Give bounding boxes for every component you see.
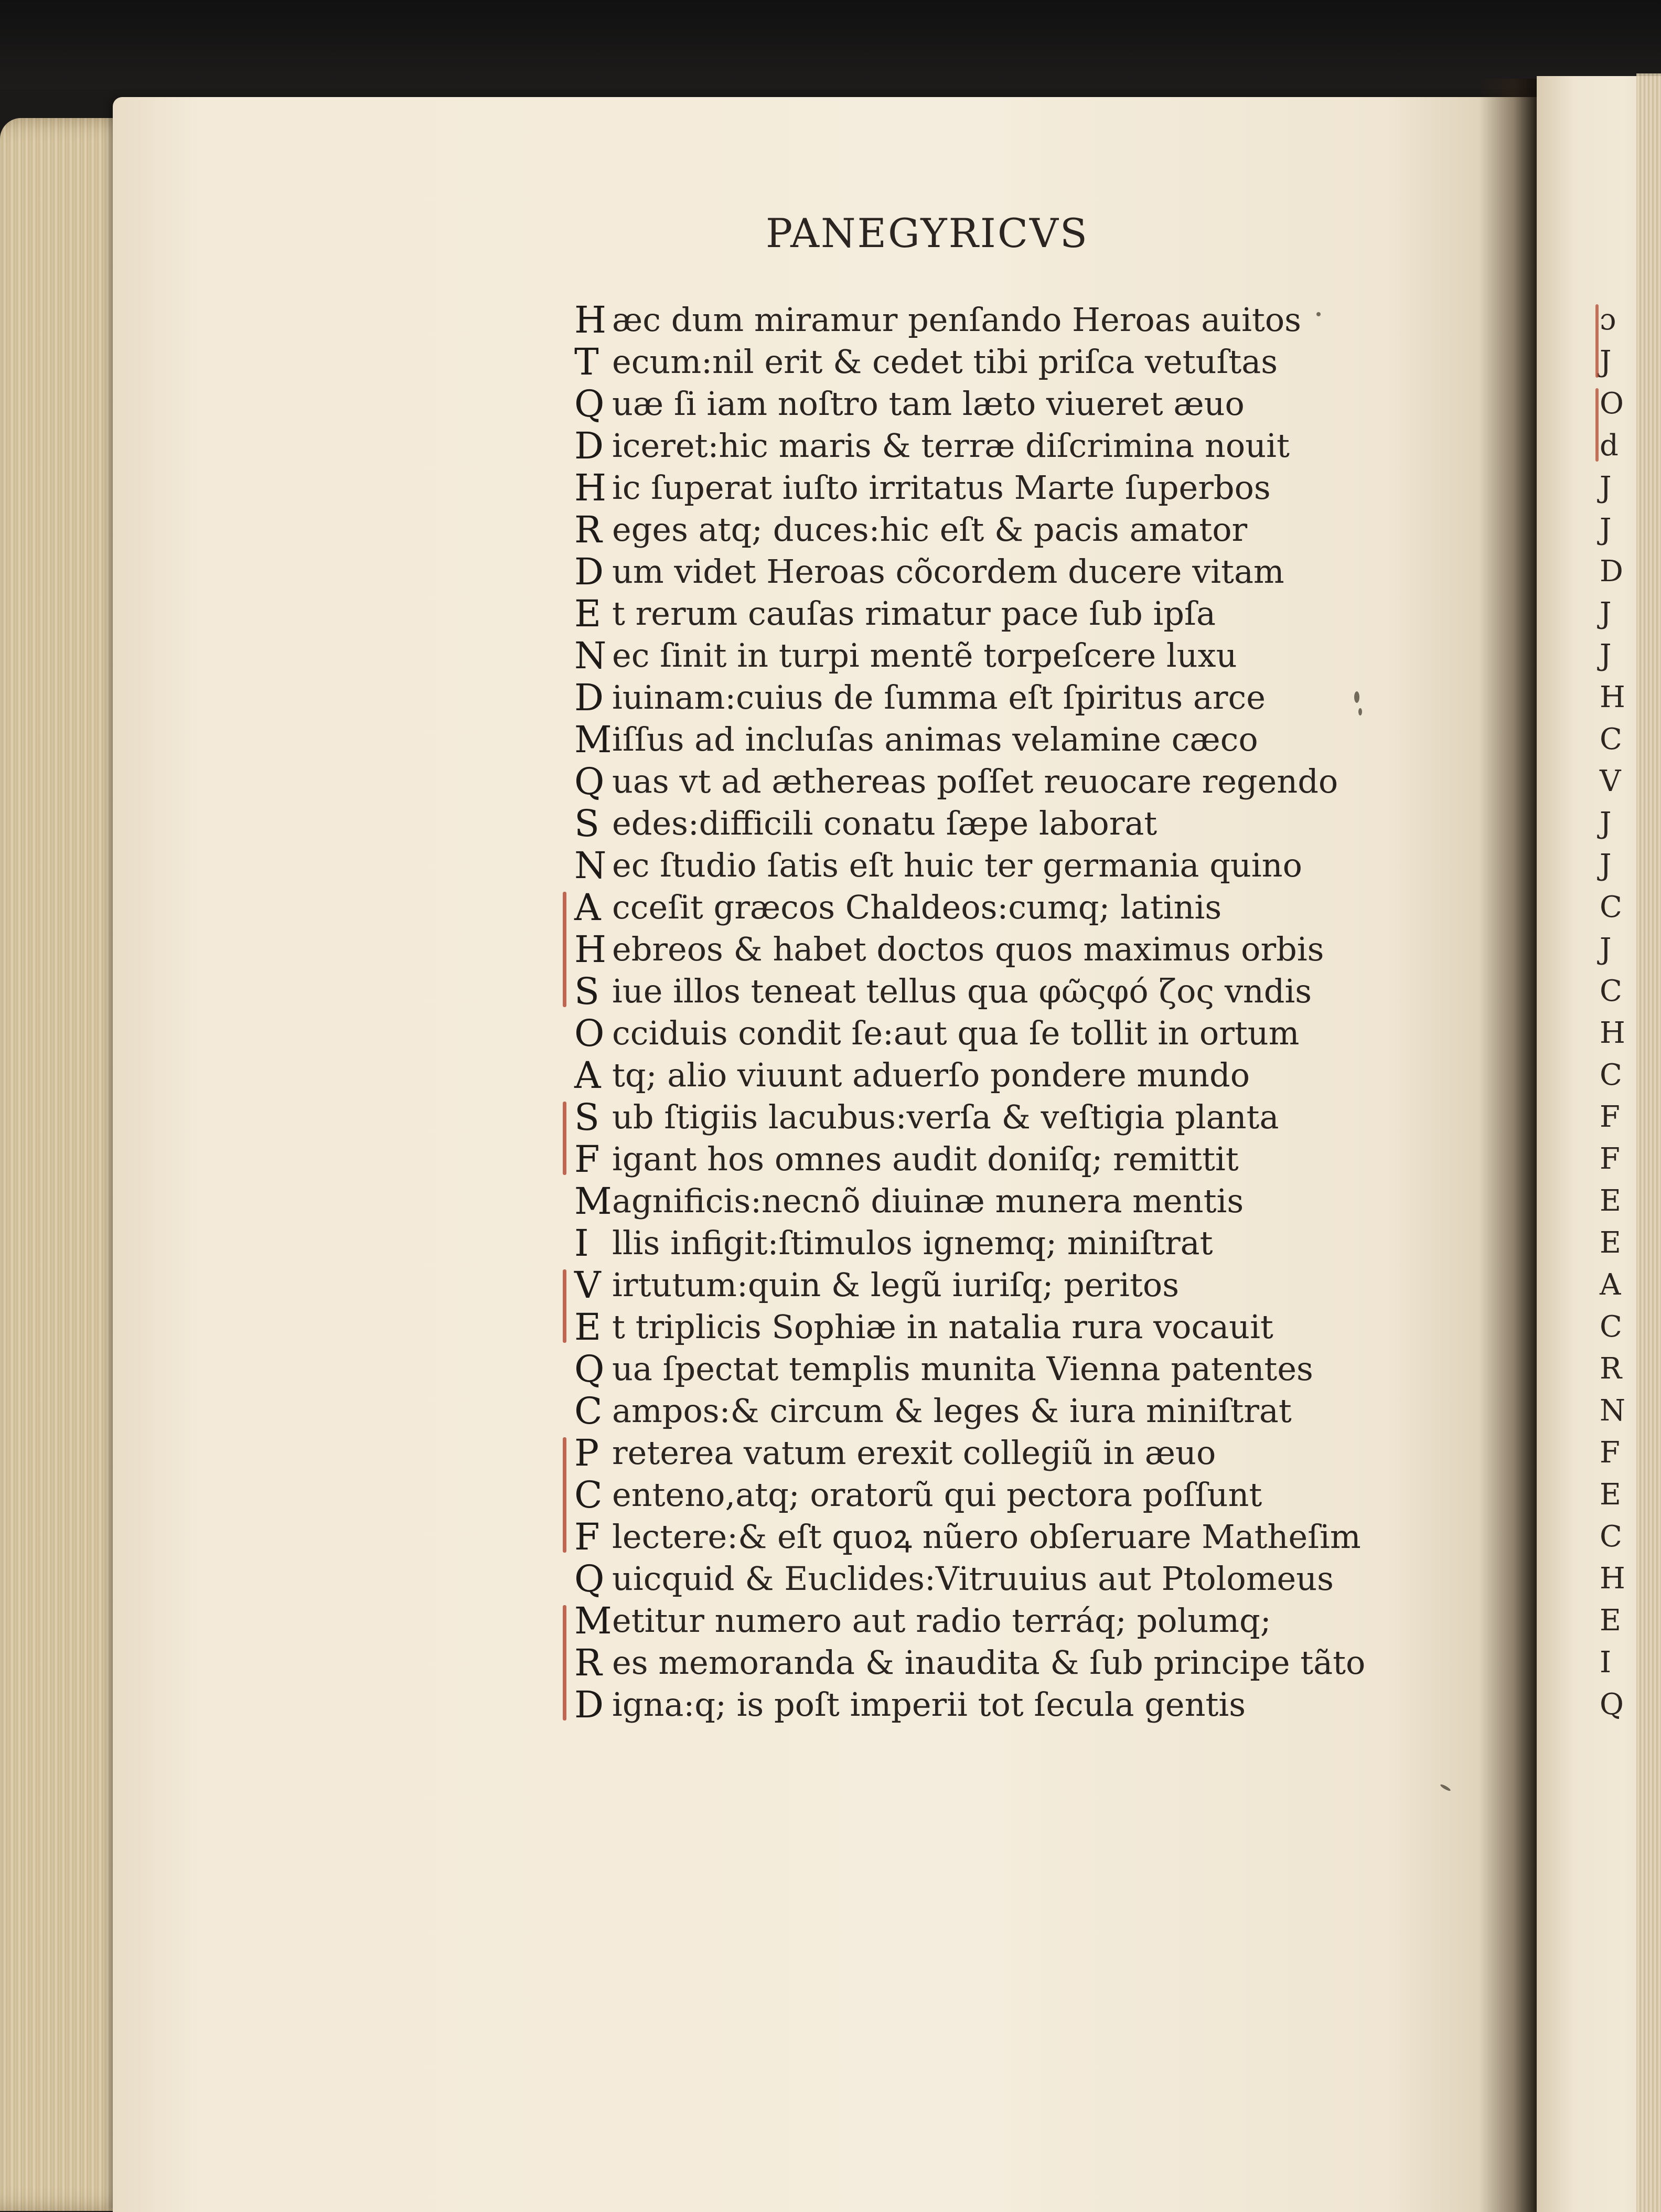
facing-page-initial: C xyxy=(1600,1520,1622,1554)
line-text: t triplicis Sophiæ in natalia rura vocauit xyxy=(612,1308,1273,1346)
line-text: edes:difficili conatu ſæpe laborat xyxy=(612,804,1158,842)
verse-line xyxy=(574,886,1392,928)
verse-line xyxy=(574,425,1392,467)
line-initial: I xyxy=(574,1222,589,1265)
facing-page-initial: J xyxy=(1600,596,1612,631)
verse-line xyxy=(574,1222,1392,1264)
line-initial: E xyxy=(574,1306,602,1349)
verse-line xyxy=(574,1306,1392,1348)
rubric-stroke xyxy=(1595,304,1599,378)
line-text: llis infigit:ſtimulos ignemq; miniſtrat xyxy=(612,1224,1213,1262)
verse-line xyxy=(574,677,1392,719)
ink-speck xyxy=(1354,691,1359,703)
line-text: enteno,atq; oratorũ qui pectora poſſunt xyxy=(612,1476,1262,1514)
facing-page-initial: A xyxy=(1600,1268,1621,1302)
line-initial: H xyxy=(574,298,607,341)
facing-page-initial: J xyxy=(1600,848,1612,882)
line-initial: R xyxy=(574,508,602,551)
line-initial: Q xyxy=(574,1348,605,1391)
verse-line xyxy=(574,341,1392,383)
facing-page-initial: I xyxy=(1600,1645,1612,1680)
line-initial: F xyxy=(574,1138,600,1181)
line-initial: Q xyxy=(574,760,605,803)
verse-line xyxy=(574,1096,1392,1138)
line-initial: R xyxy=(574,1641,602,1684)
verse-line xyxy=(574,467,1392,509)
verse-line xyxy=(574,719,1392,761)
verse-line xyxy=(574,635,1392,677)
line-initial: H xyxy=(574,928,607,971)
rubric-stroke xyxy=(563,1269,566,1343)
facing-page-initial: J xyxy=(1600,638,1612,672)
facing-page-initial: N xyxy=(1600,1394,1625,1428)
rubric-stroke xyxy=(563,892,566,1007)
line-text: ec ſtudio ſatis eſt huic ter germania quino xyxy=(612,846,1302,884)
facing-page-initial: C xyxy=(1600,722,1622,756)
line-text: reterea vatum erexit collegiũ in æuo xyxy=(612,1434,1216,1472)
verse-line xyxy=(574,1180,1392,1222)
facing-page-initial: H xyxy=(1600,680,1625,714)
facing-page-initial: E xyxy=(1600,1604,1621,1638)
facing-page-initial: J xyxy=(1600,806,1612,840)
rubric-stroke xyxy=(563,1437,566,1553)
verse-line xyxy=(574,970,1392,1012)
line-text: ecum:nil erit & cedet tibi priſca vetuſtas xyxy=(612,343,1278,381)
line-text: irtutum:quin & legũ iuriſq; peritos xyxy=(612,1266,1180,1304)
verse-line xyxy=(574,761,1392,803)
line-initial: O xyxy=(574,1012,605,1055)
facing-page-initial: V xyxy=(1600,764,1621,798)
line-text: igna:q; is poſt imperii tot ſecula gentis xyxy=(612,1685,1246,1724)
line-initial: C xyxy=(574,1473,603,1516)
line-initial: N xyxy=(574,634,607,677)
line-initial: A xyxy=(574,886,601,929)
line-text: tq; alio viuunt aduerſo pondere mundo xyxy=(612,1056,1250,1094)
line-initial: D xyxy=(574,550,604,593)
facing-page-initial: J xyxy=(1600,345,1612,379)
line-initial: A xyxy=(574,1054,601,1097)
verse-line xyxy=(574,1516,1392,1558)
rubric-stroke xyxy=(563,1605,566,1721)
page-edges-right xyxy=(1636,73,1661,2212)
ink-speck xyxy=(1316,312,1321,316)
line-text: iceret:hic maris & terræ diſcrimina nouit xyxy=(612,426,1290,465)
verse-line xyxy=(574,1390,1392,1432)
facing-page-initial: E xyxy=(1600,1226,1621,1260)
verse-line xyxy=(574,1474,1392,1516)
facing-page-initial: C xyxy=(1600,1310,1622,1344)
verse-line xyxy=(574,803,1392,845)
line-text: ub ſtigiis lacubus:verſa & veſtigia planta xyxy=(612,1098,1279,1136)
line-text: ua ſpectat templis munita Vienna patentes xyxy=(612,1350,1313,1388)
facing-page-initial: C xyxy=(1600,974,1622,1008)
line-initial: M xyxy=(574,1599,612,1642)
line-initial: F xyxy=(574,1515,600,1558)
line-initial: H xyxy=(574,466,607,509)
verse-line xyxy=(574,383,1392,425)
line-text: æc dum miramur penſando Heroas auitos xyxy=(612,301,1301,339)
verse-line xyxy=(574,1600,1392,1642)
facing-page-initial: H xyxy=(1600,1016,1625,1050)
verse-line xyxy=(574,1264,1392,1306)
verse-line xyxy=(574,299,1392,341)
line-text: iſſus ad incluſas animas velamine cæco xyxy=(612,720,1258,758)
verse-line xyxy=(574,1348,1392,1390)
line-initial: E xyxy=(574,592,602,635)
facing-page-initial: D xyxy=(1600,554,1623,589)
line-text: cciduis condit ſe:aut qua ſe tollit in ortum xyxy=(612,1014,1300,1052)
facing-page-initial: J xyxy=(1600,512,1612,547)
verse-line xyxy=(574,845,1392,886)
line-text: igant hos omnes audit doniſq; remittit xyxy=(612,1140,1239,1178)
line-initial: Q xyxy=(574,1557,605,1600)
line-initial: S xyxy=(574,970,599,1013)
line-text: um videt Heroas cõcordem ducere vitam xyxy=(612,552,1284,591)
facing-page-initial: H xyxy=(1600,1562,1625,1596)
line-text: ebreos & habet doctos quos maximus orbis xyxy=(612,930,1324,968)
line-initial: D xyxy=(574,1683,604,1726)
facing-page-initial: d xyxy=(1600,429,1619,463)
verse-line xyxy=(574,1642,1392,1684)
line-text: agnificis:necnõ diuinæ munera mentis xyxy=(612,1182,1244,1220)
facing-page-initial: E xyxy=(1600,1184,1621,1218)
facing-page-initial: E xyxy=(1600,1478,1621,1512)
line-initial: N xyxy=(574,844,607,887)
line-initial: M xyxy=(574,1180,612,1223)
line-text: eges atq; duces:hic eſt & pacis amator xyxy=(612,510,1248,549)
line-initial: S xyxy=(574,1096,599,1139)
line-text: uæ ſi iam noſtro tam læto viueret æuo xyxy=(612,384,1245,423)
line-text: t rerum cauſas rimatur pace ſub ipſa xyxy=(612,594,1216,633)
line-text: uas vt ad æthereas poſſet reuocare regendo xyxy=(612,762,1338,800)
line-text: ec ſinit in turpi mentẽ torpeſcere luxu xyxy=(612,636,1237,675)
running-head: PANEGYRICVS xyxy=(766,210,1089,257)
facing-page-initial: Q xyxy=(1600,1687,1624,1722)
background xyxy=(0,0,1661,89)
facing-page-initial: F xyxy=(1600,1142,1620,1176)
line-initial: Q xyxy=(574,382,605,425)
verse-line xyxy=(574,928,1392,970)
line-text: cceſit græcos Chaldeos:cumq; latinis xyxy=(612,888,1222,926)
line-initial: T xyxy=(574,340,599,383)
facing-page-initial: ɔ xyxy=(1600,303,1616,337)
line-initial: D xyxy=(574,424,604,467)
line-initial: V xyxy=(574,1264,601,1307)
facing-page-initial: J xyxy=(1600,932,1612,966)
verse-line xyxy=(574,1012,1392,1054)
line-text: ic ſuperat iuſto irritatus Marte ſuperbos xyxy=(612,468,1271,507)
line-text: ampos:& circum & leges & iura miniſtrat xyxy=(612,1392,1292,1430)
facing-page-initial: F xyxy=(1600,1436,1620,1470)
line-initial: D xyxy=(574,676,604,719)
facing-page-initial: O xyxy=(1600,387,1624,421)
line-text: es memoranda & inaudita & ſub principe tãto xyxy=(612,1643,1366,1682)
line-text: lectere:& eſt quoꝝ nũero obſeruare Matheſim xyxy=(612,1518,1361,1556)
line-initial: M xyxy=(574,718,612,761)
line-text: uicquid & Euclides:Vitruuius aut Ptolomeus xyxy=(612,1559,1334,1598)
line-text: iuinam:cuius de ſumma eſt ſpiritus arce xyxy=(612,678,1266,717)
verse-line xyxy=(574,551,1392,593)
verse-line xyxy=(574,1138,1392,1180)
verse-line xyxy=(574,593,1392,635)
facing-page-initial: J xyxy=(1600,471,1612,505)
facing-page-initial: R xyxy=(1600,1352,1622,1386)
verse-line xyxy=(574,509,1392,551)
line-initial: C xyxy=(574,1390,603,1433)
line-initial: S xyxy=(574,802,599,845)
line-text: etitur numero aut radio terráq; polumq; xyxy=(612,1601,1271,1640)
facing-page-initial: C xyxy=(1600,1058,1622,1092)
verse-line xyxy=(574,1558,1392,1600)
gutter-shadow xyxy=(1479,79,1537,2212)
line-initial: P xyxy=(574,1431,599,1474)
verse-line xyxy=(574,1432,1392,1474)
ink-speck xyxy=(1358,708,1362,715)
facing-page-initial: C xyxy=(1600,890,1622,924)
facing-page-initial: F xyxy=(1600,1100,1620,1134)
rubric-stroke xyxy=(563,1102,566,1175)
verse-line xyxy=(574,1684,1392,1726)
verse-line xyxy=(574,1054,1392,1096)
rubric-stroke xyxy=(1595,388,1599,462)
line-text: iue illos teneat tellus qua φῶςφό ζος vndis xyxy=(612,972,1312,1010)
